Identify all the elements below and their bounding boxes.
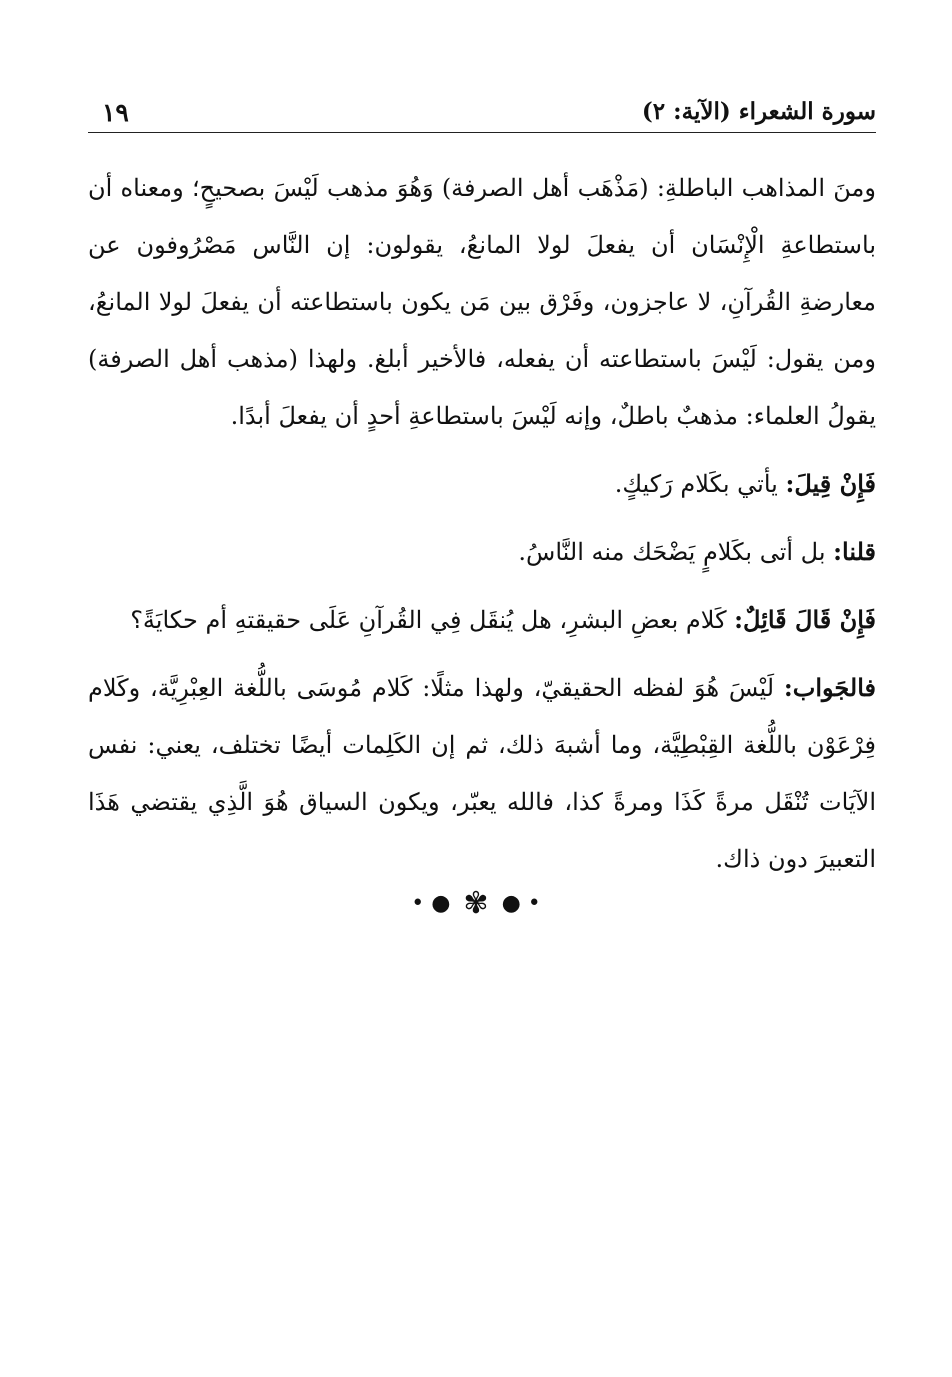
reply-label: قلنا: (833, 537, 876, 566)
running-title: سورة الشعراء (الآية: ٢) (641, 98, 876, 125)
paragraph-reply (88, 523, 876, 581)
answer-label: فالجَواب: (783, 673, 876, 702)
ornament-dots-left: • ● (411, 891, 451, 916)
ornament-knot-icon: ✾ (463, 886, 489, 921)
ornament-dots-right: ● • (501, 891, 541, 916)
paragraph-text: لَيْسَ هُوَ لفظه الحقيقيّ، ولهذا مثلًا: كَلام مُوسَى باللُّغة العِبْرِيَّة، وكَلام فِرْعَوْن باللُّغة القِبْطِيَّة، وما أشبهَ ذلك، ثم إن الكَلِمات أيضًا تختلف، يعني: نفس الآيَات تُنْقَل مرةً كَذَا ومرةً كذا، فالله يعبّر، ويكون السياق هُوَ الَّذِي يقتضي هَذَا التعبيرَ دون ذاك. (88, 674, 876, 873)
paragraph-text: يأتي بكَلام رَكيكٍ. (614, 470, 786, 498)
objection-label: فَإِنْ قِيلَ: (785, 469, 876, 498)
question-label: فَإِنْ قَالَ قَائِلٌ: (734, 605, 876, 634)
page-body (88, 160, 876, 888)
paragraph-question (88, 591, 876, 649)
header-rule (88, 132, 876, 133)
paragraph-sarfa (88, 160, 876, 445)
paragraph-text: بل أتى بكَلامٍ يَضْحَك منه النَّاسُ. (518, 538, 834, 566)
page-header (88, 92, 876, 132)
paragraph-answer (88, 659, 876, 888)
paragraph-objection (88, 455, 876, 513)
section-end-ornament (0, 884, 952, 924)
page-number: ١٩ (102, 98, 129, 127)
paragraph-text: ومنَ المذاهب الباطلةِ: (مَذْهَب أهل الصرفة) وَهُوَ مذهب لَيْسَ بصحيحٍ؛ ومعناه أن باستطاعةِ الْإِنْسَان أن يفعلَ لولا المانعُ، يقولون: إن النَّاس مَصْرُوفون عن معارضةِ القُرآنِ، لا عاجزون، وفَرْق بين مَن يكون باستطاعته أن يفعلَ لولا المانعُ، ومن يقول: لَيْسَ باستطاعته أن يفعله، فالأخير أبلغ. ولهذا (مذهب أهل الصرفة) يقولُ العلماء: مذهبٌ باطلٌ، وإنه لَيْسَ باستطاعةِ أحدٍ أن يفعلَ أبدًا. (88, 174, 877, 430)
paragraph-text: كَلام بعضِ البشرِ، هل يُنقَل فِي القُرآنِ عَلَى حقيقتهِ أم حكايَةً؟ (130, 606, 735, 634)
